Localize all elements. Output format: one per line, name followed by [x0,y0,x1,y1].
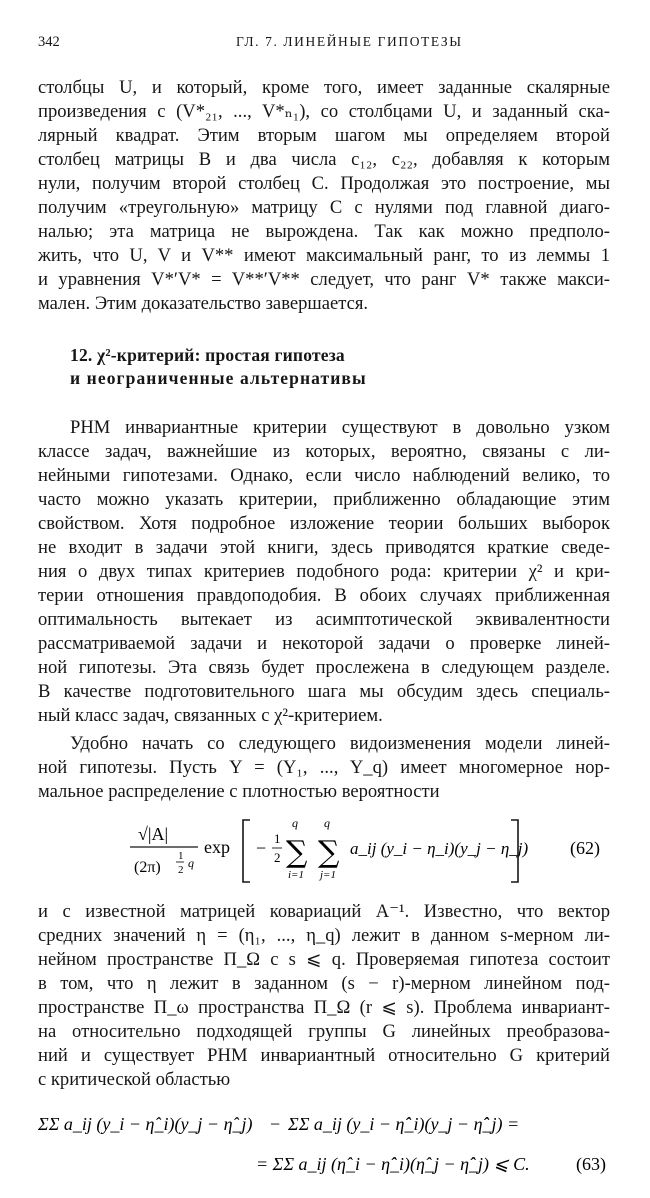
text-line: и с известной матрицей ковариаций A⁻¹. Известно, что вектор [38,901,610,922]
text-line: жить, что U, V и V** имеют максимальный ранг, то из леммы 1 [38,245,610,266]
equation-63-line1-minus: − [270,1114,281,1134]
text-line: не входит в задачи этой книги, здесь приводятся краткие сведе- [38,537,610,558]
exp-function: exp [204,837,230,857]
text-line: налью; эта матрица не вырождена. Так как можно предполо- [38,221,610,242]
paragraph-model [38,732,610,804]
text-line: получим «треугольную» матрицу C с нулями под главной диаго- [38,197,610,218]
equation-63-line1-right: ΣΣ a_ij (y_i − η̂̂_i)(y_j − η̂̂_j) = [288,1114,520,1134]
paragraph-hypothesis [38,900,610,1092]
text-line: Удобно начать со следующего видоизменения модели линей- [70,733,610,754]
text-line: ной гипотезы. Эта связь будет прослежена в следующем разделе. [38,657,610,678]
sum-j-sign: ∑ [318,835,340,870]
exponent-two: 2 [178,864,184,876]
text-line: оптимальность вытекает из асимптотической эквивалентности [38,609,610,630]
text-line: мальное распределение с плотностью вероятности [38,781,440,802]
sum-j-lower: j=1 [320,869,336,881]
running-title: ГЛ. 7. ЛИНЕЙНЫЕ ГИПОТЕЗЫ [236,34,463,49]
paragraph-proof-end [38,76,610,316]
text-line: ной гипотезы. Пусть Y = (Y₁, ..., Y_q) имеет многомерное нор- [38,757,610,778]
text-line: ний и существует РНМ инвариантный относительно G критерий [38,1045,610,1066]
text-line: рассматриваемой задачи и некоторой задачи о проверке линей- [38,633,610,654]
half-numerator: 1 [274,831,281,846]
text-line: свойством. Хотя подробное изложение теории больших выборок [38,513,610,534]
text-line: столбец матрицы B и два числа c₁₂, c₂₂, добавляя к которым [38,149,610,170]
text-line: нейном пространстве Π_Ω с s ⩽ q. Проверяемая гипотеза состоит [38,949,610,970]
equation-63-graphic [38,1100,610,1198]
section-heading [38,344,610,390]
text-line: в том, что η лежит в заданном (s − r)-мерном линейном под- [38,973,610,994]
text-line: ния о двух типах критериев подобного рода: критерии χ² и кри- [38,561,610,582]
text-line: произведения с (V*₂₁, ..., V*ₙ₁), со столбцами U, и заданный ска- [38,101,610,122]
equation-63 [38,1100,610,1198]
text-line: терии отношения правдоподобия. В обоих случаях приближенная [38,585,610,606]
minus-sign: − [256,838,267,858]
running-header [38,34,604,56]
exponent-q: q [188,856,194,870]
text-line: мален. Этим доказательство завершается. [38,293,369,314]
text-line: лярный квадрат. Этим вторым шагом мы определяем второй [38,125,610,146]
text-line: РНМ инвариантные критерии существуют в довольно узком [70,417,610,438]
exponent-one: 1 [178,850,184,862]
equation-63-line1-left: ΣΣ a_ij (y_i − η̂_i)(y_j − η̂_j) [38,1114,253,1134]
sum-i-lower: i=1 [288,869,304,881]
equation-63-line2: = ΣΣ a_ij (η̂_i − η̂̂_i)(η̂_j − η̂̂_j) ⩽ C. [256,1154,530,1174]
text-line: средних значений η = (η₁, ..., η_q) лежит в данном s-мерном ли- [38,925,610,946]
equation-62-graphic [38,812,610,896]
equation-number: (62) [570,838,600,858]
section-title-line: и неограниченные альтернативы [70,368,367,388]
page-number: 342 [38,34,60,50]
text-line: часто можно указать критерии, приближенно обладающие этим [38,489,610,510]
text-line: столбцы U, и который, кроме того, имеет заданные скалярные [38,77,610,98]
text-line: с критической областью [38,1069,231,1090]
fraction-numerator: √|A| [138,824,169,844]
text-line: В качестве подготовительного шага мы обсудим здесь специаль- [38,681,610,702]
sum-j-upper: q [324,816,330,830]
text-line: пространстве Π_ω пространства Π_Ω (r ⩽ s). Проблема инвариант- [38,997,610,1018]
left-bracket [243,820,250,882]
text-line: нули, получим второй столбец C. Продолжая это построение, мы [38,173,610,194]
summand: a_ij (y_i − η_i)(y_j − η_j) [350,839,529,858]
sum-i-upper: q [292,816,298,830]
text-line: нейными гипотезами. Однако, если число наблюдений велико, то [38,465,610,486]
text-body [38,76,610,1198]
equation-62 [38,812,610,896]
half-denominator: 2 [274,850,281,865]
fraction-denominator: (2π) [134,859,161,876]
text-line: ный класс задач, связанных с χ²-критерием. [38,705,383,726]
sum-i-sign: ∑ [286,835,308,870]
text-line: на относительно подходящей группы G линейных преобразова- [38,1021,610,1042]
section-title-line: 12. χ²-критерий: простая гипотеза [70,345,345,365]
text-line: классе задач, важнейшие из которых, вероятно, связаны с ли- [38,441,610,462]
text-line: и уравнения V*′V* = V**′V** следует, что ранг V* также макси- [38,269,610,290]
equation-number: (63) [576,1154,606,1174]
paragraph-intro [38,416,610,728]
